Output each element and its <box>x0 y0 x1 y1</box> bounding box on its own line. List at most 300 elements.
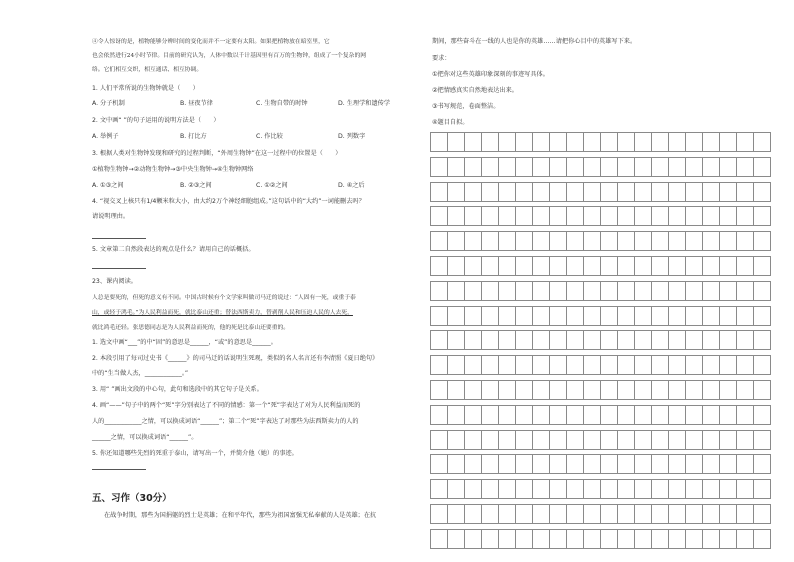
grid-cell[interactable] <box>447 380 465 400</box>
grid-cell[interactable] <box>600 306 618 326</box>
grid-cell[interactable] <box>600 355 618 375</box>
grid-cell[interactable] <box>481 405 499 425</box>
grid-cell[interactable] <box>753 430 771 450</box>
grid-cell[interactable] <box>566 454 584 474</box>
grid-cell[interactable] <box>651 504 669 524</box>
grid-cell[interactable] <box>651 182 669 202</box>
grid-cell[interactable] <box>464 355 482 375</box>
grid-cell[interactable] <box>719 479 737 499</box>
grid-cell[interactable] <box>668 430 686 450</box>
grid-cell[interactable] <box>481 231 499 251</box>
grid-cell[interactable] <box>566 529 584 549</box>
grid-cell[interactable] <box>464 206 482 226</box>
grid-cell[interactable] <box>566 182 584 202</box>
grid-cell[interactable] <box>532 405 550 425</box>
grid-cell[interactable] <box>736 430 754 450</box>
grid-cell[interactable] <box>498 330 516 350</box>
grid-cell[interactable] <box>600 405 618 425</box>
grid-cell[interactable] <box>651 157 669 177</box>
grid-cell[interactable] <box>498 182 516 202</box>
grid-cell[interactable] <box>617 430 635 450</box>
grid-cell[interactable] <box>617 256 635 276</box>
grid-cell[interactable] <box>736 182 754 202</box>
grid-cell[interactable] <box>617 355 635 375</box>
grid-cell[interactable] <box>515 454 533 474</box>
grid-cell[interactable] <box>753 454 771 474</box>
grid-cell[interactable] <box>702 504 720 524</box>
grid-cell[interactable] <box>702 355 720 375</box>
grid-cell[interactable] <box>702 206 720 226</box>
grid-cell[interactable] <box>430 206 448 226</box>
grid-cell[interactable] <box>583 454 601 474</box>
grid-cell[interactable] <box>430 405 448 425</box>
grid-cell[interactable] <box>447 529 465 549</box>
grid-cell[interactable] <box>736 206 754 226</box>
grid-cell[interactable] <box>736 256 754 276</box>
grid-cell[interactable] <box>702 330 720 350</box>
grid-cell[interactable] <box>753 504 771 524</box>
grid-cell[interactable] <box>668 405 686 425</box>
grid-cell[interactable] <box>617 281 635 301</box>
grid-cell[interactable] <box>617 529 635 549</box>
grid-cell[interactable] <box>719 256 737 276</box>
grid-cell[interactable] <box>668 330 686 350</box>
grid-cell[interactable] <box>702 529 720 549</box>
grid-cell[interactable] <box>753 355 771 375</box>
grid-cell[interactable] <box>566 157 584 177</box>
grid-cell[interactable] <box>532 504 550 524</box>
grid-cell[interactable] <box>651 430 669 450</box>
grid-cell[interactable] <box>464 231 482 251</box>
grid-cell[interactable] <box>617 306 635 326</box>
grid-cell[interactable] <box>566 430 584 450</box>
grid-cell[interactable] <box>515 330 533 350</box>
grid-cell[interactable] <box>583 231 601 251</box>
grid-cell[interactable] <box>464 306 482 326</box>
grid-cell[interactable] <box>719 529 737 549</box>
grid-cell[interactable] <box>447 454 465 474</box>
grid-cell[interactable] <box>549 330 567 350</box>
grid-cell[interactable] <box>617 330 635 350</box>
grid-cell[interactable] <box>447 355 465 375</box>
grid-cell[interactable] <box>447 132 465 152</box>
grid-cell[interactable] <box>498 504 516 524</box>
grid-cell[interactable] <box>532 132 550 152</box>
grid-cell[interactable] <box>498 132 516 152</box>
grid-cell[interactable] <box>430 182 448 202</box>
grid-cell[interactable] <box>685 330 703 350</box>
grid-cell[interactable] <box>617 132 635 152</box>
grid-cell[interactable] <box>634 479 652 499</box>
grid-cell[interactable] <box>481 281 499 301</box>
grid-cell[interactable] <box>634 281 652 301</box>
grid-cell[interactable] <box>430 529 448 549</box>
grid-cell[interactable] <box>736 330 754 350</box>
grid-cell[interactable] <box>583 157 601 177</box>
grid-cell[interactable] <box>464 380 482 400</box>
grid-cell[interactable] <box>583 405 601 425</box>
grid-cell[interactable] <box>481 306 499 326</box>
grid-cell[interactable] <box>464 504 482 524</box>
grid-cell[interactable] <box>481 504 499 524</box>
grid-cell[interactable] <box>549 405 567 425</box>
grid-cell[interactable] <box>549 157 567 177</box>
grid-cell[interactable] <box>634 355 652 375</box>
grid-cell[interactable] <box>719 430 737 450</box>
grid-cell[interactable] <box>600 182 618 202</box>
grid-cell[interactable] <box>600 454 618 474</box>
grid-cell[interactable] <box>583 479 601 499</box>
grid-cell[interactable] <box>634 306 652 326</box>
grid-cell[interactable] <box>464 529 482 549</box>
grid-cell[interactable] <box>447 256 465 276</box>
grid-cell[interactable] <box>549 256 567 276</box>
grid-cell[interactable] <box>481 529 499 549</box>
grid-cell[interactable] <box>583 355 601 375</box>
grid-cell[interactable] <box>549 206 567 226</box>
grid-cell[interactable] <box>498 281 516 301</box>
grid-cell[interactable] <box>719 132 737 152</box>
grid-cell[interactable] <box>549 380 567 400</box>
grid-cell[interactable] <box>719 182 737 202</box>
grid-cell[interactable] <box>481 256 499 276</box>
grid-cell[interactable] <box>668 479 686 499</box>
grid-cell[interactable] <box>481 479 499 499</box>
grid-cell[interactable] <box>634 182 652 202</box>
grid-cell[interactable] <box>549 231 567 251</box>
grid-cell[interactable] <box>634 529 652 549</box>
grid-cell[interactable] <box>549 479 567 499</box>
grid-cell[interactable] <box>668 182 686 202</box>
grid-cell[interactable] <box>532 529 550 549</box>
grid-cell[interactable] <box>651 132 669 152</box>
grid-cell[interactable] <box>515 231 533 251</box>
grid-cell[interactable] <box>685 380 703 400</box>
grid-cell[interactable] <box>685 306 703 326</box>
grid-cell[interactable] <box>532 479 550 499</box>
grid-cell[interactable] <box>634 132 652 152</box>
grid-cell[interactable] <box>634 206 652 226</box>
grid-cell[interactable] <box>583 306 601 326</box>
grid-cell[interactable] <box>685 504 703 524</box>
grid-cell[interactable] <box>651 206 669 226</box>
grid-cell[interactable] <box>651 306 669 326</box>
grid-cell[interactable] <box>685 206 703 226</box>
grid-cell[interactable] <box>515 206 533 226</box>
grid-cell[interactable] <box>583 182 601 202</box>
grid-cell[interactable] <box>719 330 737 350</box>
grid-cell[interactable] <box>702 157 720 177</box>
grid-cell[interactable] <box>498 405 516 425</box>
grid-cell[interactable] <box>549 355 567 375</box>
grid-cell[interactable] <box>600 529 618 549</box>
grid-cell[interactable] <box>583 504 601 524</box>
grid-cell[interactable] <box>481 454 499 474</box>
grid-cell[interactable] <box>498 529 516 549</box>
grid-cell[interactable] <box>600 231 618 251</box>
grid-cell[interactable] <box>498 454 516 474</box>
grid-cell[interactable] <box>447 504 465 524</box>
grid-cell[interactable] <box>753 206 771 226</box>
grid-cell[interactable] <box>464 281 482 301</box>
grid-cell[interactable] <box>498 479 516 499</box>
grid-cell[interactable] <box>736 479 754 499</box>
grid-cell[interactable] <box>447 405 465 425</box>
grid-cell[interactable] <box>515 132 533 152</box>
grid-cell[interactable] <box>617 182 635 202</box>
grid-cell[interactable] <box>447 182 465 202</box>
grid-cell[interactable] <box>464 430 482 450</box>
grid-cell[interactable] <box>532 306 550 326</box>
grid-cell[interactable] <box>464 256 482 276</box>
grid-cell[interactable] <box>634 157 652 177</box>
grid-cell[interactable] <box>481 330 499 350</box>
grid-cell[interactable] <box>515 256 533 276</box>
grid-cell[interactable] <box>600 132 618 152</box>
grid-cell[interactable] <box>668 454 686 474</box>
grid-cell[interactable] <box>736 504 754 524</box>
grid-cell[interactable] <box>668 206 686 226</box>
grid-cell[interactable] <box>532 430 550 450</box>
grid-cell[interactable] <box>583 430 601 450</box>
grid-cell[interactable] <box>600 281 618 301</box>
grid-cell[interactable] <box>464 157 482 177</box>
grid-cell[interactable] <box>753 132 771 152</box>
grid-cell[interactable] <box>719 405 737 425</box>
grid-cell[interactable] <box>719 306 737 326</box>
grid-cell[interactable] <box>651 529 669 549</box>
grid-cell[interactable] <box>736 306 754 326</box>
grid-cell[interactable] <box>447 231 465 251</box>
grid-cell[interactable] <box>617 479 635 499</box>
grid-cell[interactable] <box>583 380 601 400</box>
grid-cell[interactable] <box>464 330 482 350</box>
grid-cell[interactable] <box>753 256 771 276</box>
grid-cell[interactable] <box>532 231 550 251</box>
grid-cell[interactable] <box>685 157 703 177</box>
grid-cell[interactable] <box>668 132 686 152</box>
grid-cell[interactable] <box>668 355 686 375</box>
grid-cell[interactable] <box>566 231 584 251</box>
grid-cell[interactable] <box>549 281 567 301</box>
grid-cell[interactable] <box>651 330 669 350</box>
grid-cell[interactable] <box>566 355 584 375</box>
grid-cell[interactable] <box>498 355 516 375</box>
grid-cell[interactable] <box>464 132 482 152</box>
grid-cell[interactable] <box>532 182 550 202</box>
grid-cell[interactable] <box>447 306 465 326</box>
grid-cell[interactable] <box>668 529 686 549</box>
grid-cell[interactable] <box>566 405 584 425</box>
grid-cell[interactable] <box>566 256 584 276</box>
grid-cell[interactable] <box>430 281 448 301</box>
grid-cell[interactable] <box>464 479 482 499</box>
grid-cell[interactable] <box>532 330 550 350</box>
grid-cell[interactable] <box>566 330 584 350</box>
grid-cell[interactable] <box>549 454 567 474</box>
grid-cell[interactable] <box>430 306 448 326</box>
grid-cell[interactable] <box>600 504 618 524</box>
grid-cell[interactable] <box>651 479 669 499</box>
grid-cell[interactable] <box>464 405 482 425</box>
grid-cell[interactable] <box>685 529 703 549</box>
grid-cell[interactable] <box>719 380 737 400</box>
grid-cell[interactable] <box>668 231 686 251</box>
grid-cell[interactable] <box>498 380 516 400</box>
grid-cell[interactable] <box>515 306 533 326</box>
grid-cell[interactable] <box>685 454 703 474</box>
grid-cell[interactable] <box>685 132 703 152</box>
grid-cell[interactable] <box>549 430 567 450</box>
grid-cell[interactable] <box>702 306 720 326</box>
grid-cell[interactable] <box>447 430 465 450</box>
grid-cell[interactable] <box>634 405 652 425</box>
grid-cell[interactable] <box>753 157 771 177</box>
grid-cell[interactable] <box>634 231 652 251</box>
grid-cell[interactable] <box>430 454 448 474</box>
grid-cell[interactable] <box>515 430 533 450</box>
grid-cell[interactable] <box>600 479 618 499</box>
grid-cell[interactable] <box>515 479 533 499</box>
grid-cell[interactable] <box>566 479 584 499</box>
grid-cell[interactable] <box>753 182 771 202</box>
grid-cell[interactable] <box>481 430 499 450</box>
grid-cell[interactable] <box>685 182 703 202</box>
grid-cell[interactable] <box>464 454 482 474</box>
grid-cell[interactable] <box>634 454 652 474</box>
grid-cell[interactable] <box>702 182 720 202</box>
grid-cell[interactable] <box>583 281 601 301</box>
grid-cell[interactable] <box>634 330 652 350</box>
grid-cell[interactable] <box>515 504 533 524</box>
grid-cell[interactable] <box>736 132 754 152</box>
grid-cell[interactable] <box>617 231 635 251</box>
grid-cell[interactable] <box>753 281 771 301</box>
grid-cell[interactable] <box>481 182 499 202</box>
grid-cell[interactable] <box>498 256 516 276</box>
grid-cell[interactable] <box>430 355 448 375</box>
grid-cell[interactable] <box>447 479 465 499</box>
grid-cell[interactable] <box>498 157 516 177</box>
grid-cell[interactable] <box>481 355 499 375</box>
grid-cell[interactable] <box>600 380 618 400</box>
grid-cell[interactable] <box>617 380 635 400</box>
grid-cell[interactable] <box>515 380 533 400</box>
grid-cell[interactable] <box>430 256 448 276</box>
grid-cell[interactable] <box>566 504 584 524</box>
grid-cell[interactable] <box>668 504 686 524</box>
grid-cell[interactable] <box>719 454 737 474</box>
grid-cell[interactable] <box>515 182 533 202</box>
grid-cell[interactable] <box>685 479 703 499</box>
grid-cell[interactable] <box>447 281 465 301</box>
grid-cell[interactable] <box>447 330 465 350</box>
grid-cell[interactable] <box>668 256 686 276</box>
grid-cell[interactable] <box>583 256 601 276</box>
grid-cell[interactable] <box>668 157 686 177</box>
grid-cell[interactable] <box>430 231 448 251</box>
grid-cell[interactable] <box>532 281 550 301</box>
grid-cell[interactable] <box>634 504 652 524</box>
grid-cell[interactable] <box>549 306 567 326</box>
grid-cell[interactable] <box>753 405 771 425</box>
grid-cell[interactable] <box>617 206 635 226</box>
grid-cell[interactable] <box>532 206 550 226</box>
grid-cell[interactable] <box>702 454 720 474</box>
grid-cell[interactable] <box>736 231 754 251</box>
grid-cell[interactable] <box>532 256 550 276</box>
grid-cell[interactable] <box>651 231 669 251</box>
grid-cell[interactable] <box>685 355 703 375</box>
grid-cell[interactable] <box>481 132 499 152</box>
grid-cell[interactable] <box>685 256 703 276</box>
grid-cell[interactable] <box>685 405 703 425</box>
grid-cell[interactable] <box>430 157 448 177</box>
grid-cell[interactable] <box>464 182 482 202</box>
grid-cell[interactable] <box>651 256 669 276</box>
grid-cell[interactable] <box>532 454 550 474</box>
grid-cell[interactable] <box>515 355 533 375</box>
grid-cell[interactable] <box>583 529 601 549</box>
grid-cell[interactable] <box>736 157 754 177</box>
grid-cell[interactable] <box>702 430 720 450</box>
grid-cell[interactable] <box>532 380 550 400</box>
grid-cell[interactable] <box>515 281 533 301</box>
grid-cell[interactable] <box>600 206 618 226</box>
grid-cell[interactable] <box>430 132 448 152</box>
grid-cell[interactable] <box>736 529 754 549</box>
grid-cell[interactable] <box>617 454 635 474</box>
grid-cell[interactable] <box>719 281 737 301</box>
grid-cell[interactable] <box>685 430 703 450</box>
grid-cell[interactable] <box>583 132 601 152</box>
grid-cell[interactable] <box>702 256 720 276</box>
grid-cell[interactable] <box>600 256 618 276</box>
grid-cell[interactable] <box>583 330 601 350</box>
grid-cell[interactable] <box>481 206 499 226</box>
grid-cell[interactable] <box>668 281 686 301</box>
grid-cell[interactable] <box>617 504 635 524</box>
grid-cell[interactable] <box>651 281 669 301</box>
grid-cell[interactable] <box>549 504 567 524</box>
grid-cell[interactable] <box>736 380 754 400</box>
grid-cell[interactable] <box>549 132 567 152</box>
grid-cell[interactable] <box>583 206 601 226</box>
grid-cell[interactable] <box>702 132 720 152</box>
grid-cell[interactable] <box>600 430 618 450</box>
grid-cell[interactable] <box>702 281 720 301</box>
grid-cell[interactable] <box>430 504 448 524</box>
grid-cell[interactable] <box>702 231 720 251</box>
grid-cell[interactable] <box>600 157 618 177</box>
grid-cell[interactable] <box>566 380 584 400</box>
grid-cell[interactable] <box>719 231 737 251</box>
grid-cell[interactable] <box>430 380 448 400</box>
grid-cell[interactable] <box>515 405 533 425</box>
grid-cell[interactable] <box>566 306 584 326</box>
grid-cell[interactable] <box>515 529 533 549</box>
grid-cell[interactable] <box>634 380 652 400</box>
grid-cell[interactable] <box>549 182 567 202</box>
grid-cell[interactable] <box>498 231 516 251</box>
grid-cell[interactable] <box>719 206 737 226</box>
grid-cell[interactable] <box>719 355 737 375</box>
grid-cell[interactable] <box>651 405 669 425</box>
grid-cell[interactable] <box>566 281 584 301</box>
grid-cell[interactable] <box>430 430 448 450</box>
grid-cell[interactable] <box>532 355 550 375</box>
grid-cell[interactable] <box>702 405 720 425</box>
